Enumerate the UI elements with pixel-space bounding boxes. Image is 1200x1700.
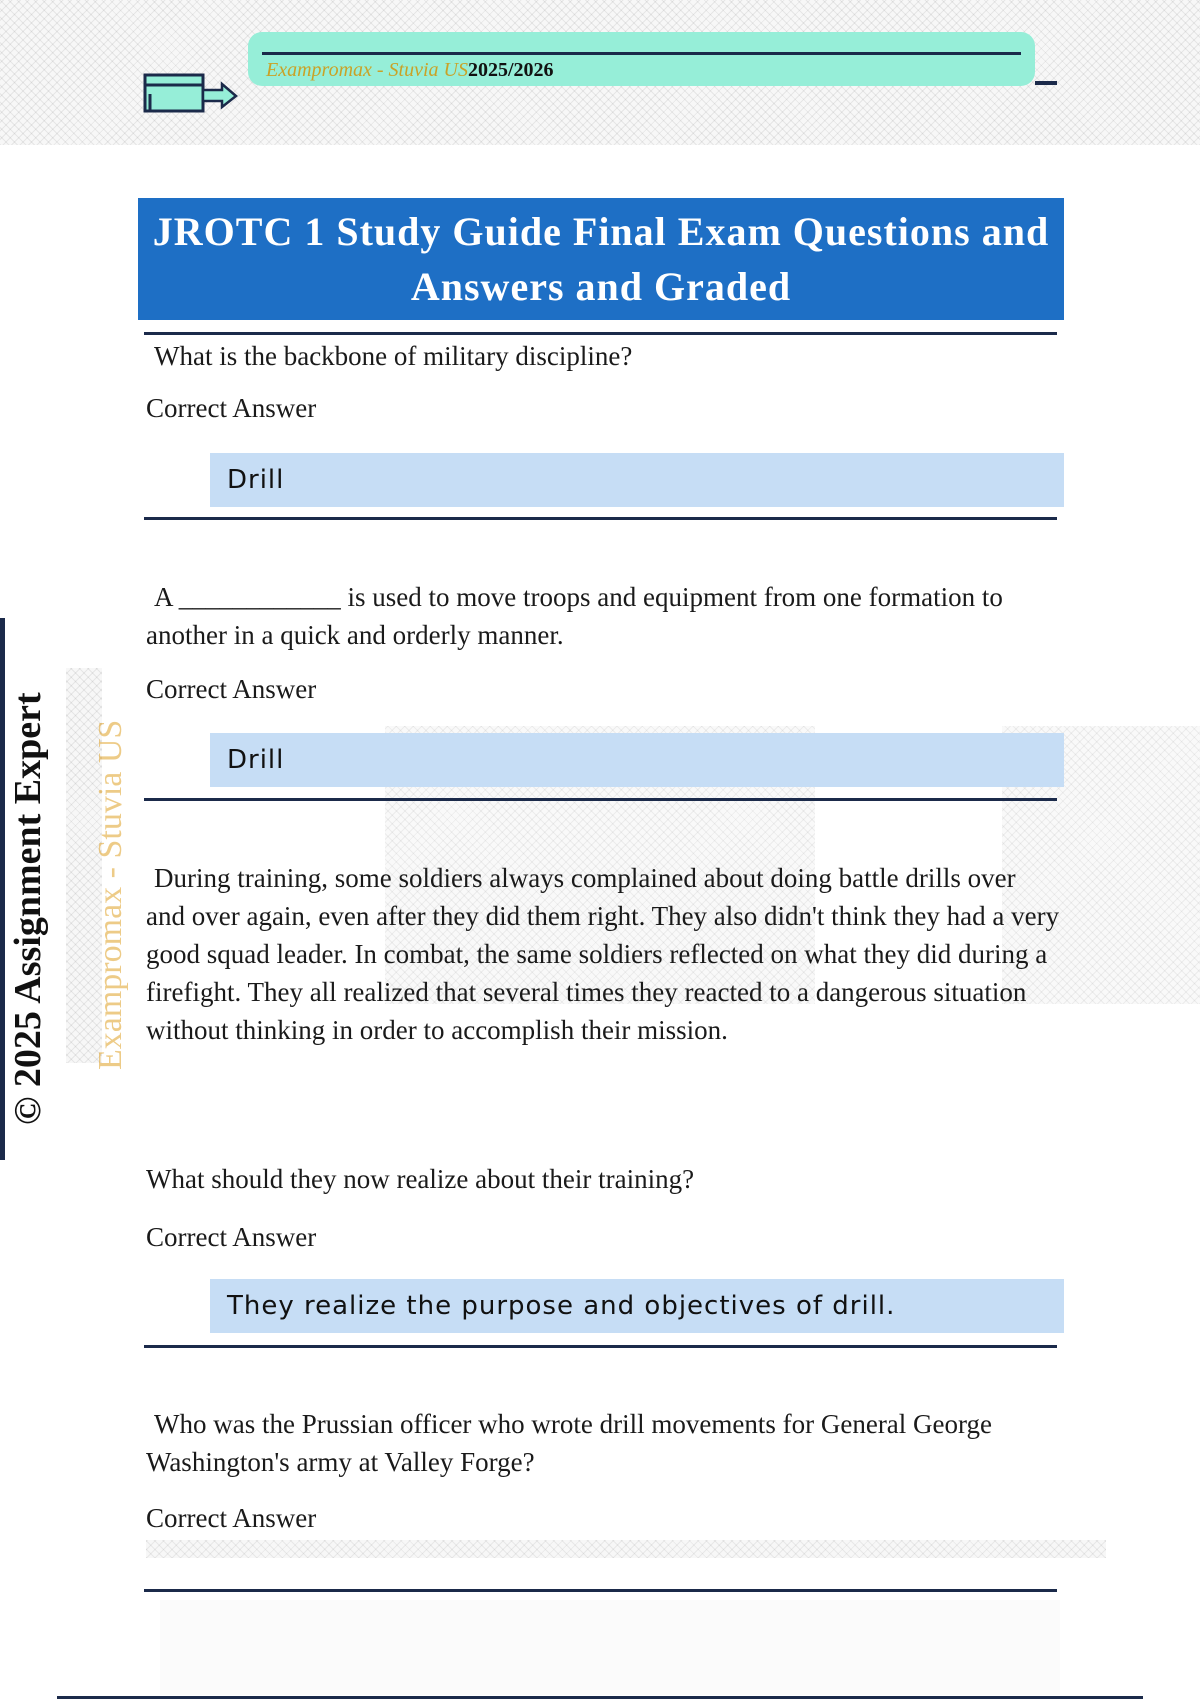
question-followup: What should they now realize about their training? bbox=[146, 1164, 695, 1194]
divider bbox=[144, 1345, 1057, 1348]
header-text bbox=[266, 59, 554, 82]
page-footer-area bbox=[160, 1600, 1060, 1695]
divider bbox=[144, 1589, 1057, 1592]
answer-box: Drill bbox=[210, 453, 1064, 507]
header-rule bbox=[1035, 81, 1057, 85]
folder-arrow-icon bbox=[142, 72, 238, 116]
divider bbox=[144, 798, 1057, 801]
answer-box: Drill bbox=[210, 733, 1064, 787]
question-text: During training, some soldiers always complained about doing battle drills over and over again, even after they did them right. They also didn't think they had a very good squad leader. In combat, the same soldiers reflected on what they did during a firefight. They all realized that several times they reacted to a dangerous situation without thinking in order to accomplish their mission. bbox=[146, 863, 1060, 1045]
redacted-answer bbox=[146, 1540, 1106, 1558]
copyright-text: © 2025 Assignment Expert bbox=[7, 692, 49, 1125]
correct-answer-label: Correct Answer bbox=[146, 674, 317, 704]
correct-answer-label: Correct Answer bbox=[146, 393, 317, 423]
header-year: 2025/2026 bbox=[468, 59, 554, 81]
divider bbox=[144, 517, 1057, 520]
answer-box: They realize the purpose and objectives of drill. bbox=[210, 1279, 1064, 1333]
page-title: JROTC 1 Study Guide Final Exam Questions and Answers and Graded bbox=[138, 198, 1064, 320]
divider bbox=[144, 332, 1057, 335]
footer-rule bbox=[57, 1696, 1143, 1699]
header-banner-rule bbox=[262, 52, 1021, 55]
question-text: What is the backbone of military discipline? bbox=[154, 341, 633, 371]
question-text: A ____________ is used to move troops and equipment from one formation to another in a quick and orderly manner. bbox=[146, 582, 1003, 650]
question-text: Who was the Prussian officer who wrote drill movements for General George Washington's army at Valley Forge? bbox=[146, 1409, 993, 1477]
header-banner bbox=[248, 32, 1035, 86]
header-source: Exampromax - Stuvia US bbox=[266, 59, 468, 81]
side-watermark-text: Exampromax - Stuvia US bbox=[92, 719, 129, 1070]
side-bar bbox=[0, 618, 5, 1160]
correct-answer-label: Correct Answer bbox=[146, 1222, 317, 1252]
correct-answer-label: Correct Answer bbox=[146, 1503, 317, 1533]
